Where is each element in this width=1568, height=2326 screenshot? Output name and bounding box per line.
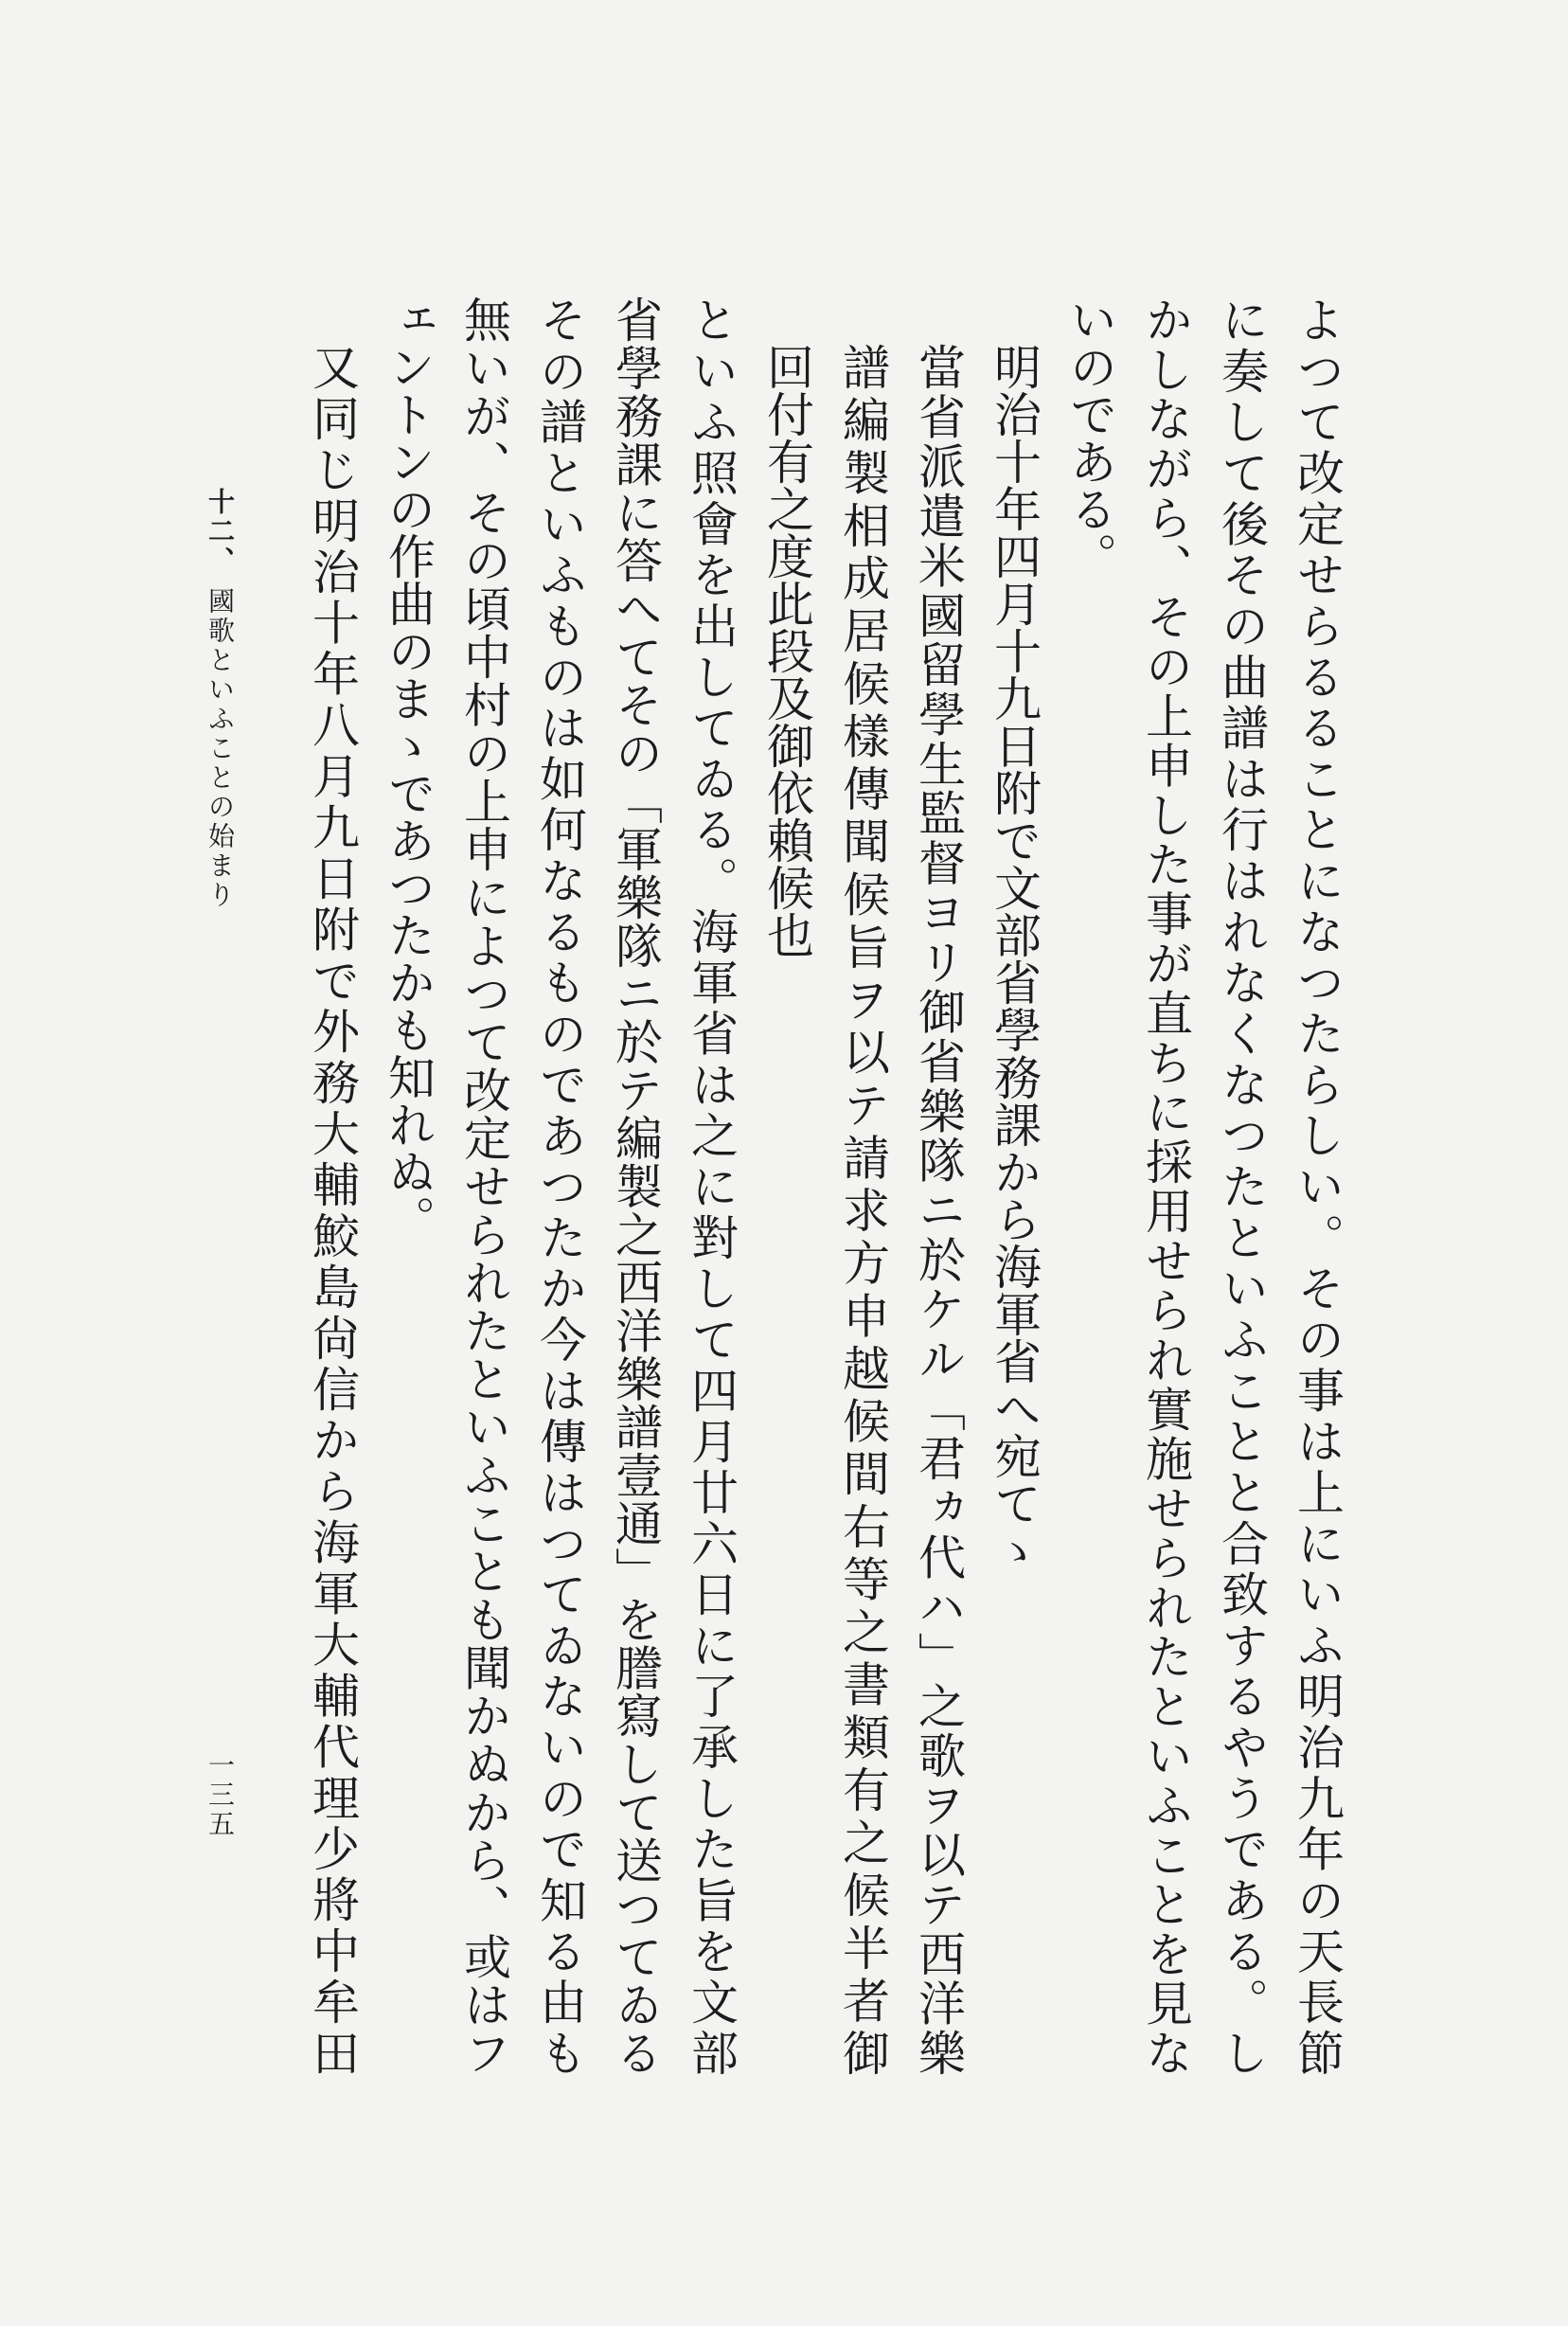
text-column: 無いが、その頃中村の上申によつて改定せられたといふことも聞かぬから、或はフ — [456, 295, 511, 2076]
text-column: に奏して後その曲譜は行はれなくなつたといふことと合致するやうである。し — [1214, 295, 1269, 2076]
section-title: 國歌といふことの始まり — [205, 587, 236, 910]
text-column: 又同じ明治十年八月九日附で外務大輔鮫島尙信から海軍大輔代理少將中牟田 — [305, 343, 360, 2076]
text-column: ェントンの作曲のまゝであつたかも知れぬ。 — [381, 295, 436, 1243]
text-column: 明治十年四月十九日附で文部省學務課から海軍省へ宛てゝ — [987, 343, 1042, 1574]
text-column: といふ照會を出してゐる。海軍省は之に對して四月廿六日に了承した旨を文部 — [684, 295, 739, 2076]
running-head — [199, 488, 241, 942]
quoted-letter-column: 譜編製相成居候樣傳聞候旨ヲ以テ請求方申越候間右等之書類有之候半者御 — [835, 343, 890, 2076]
text-column: かしながら、その上申した事が直ちに採用せられ實施せられたといふことを見な — [1138, 295, 1193, 2076]
body-text — [294, 295, 1355, 2076]
page-number: 一三五 — [205, 1751, 236, 1839]
quoted-letter-column: 回付有之度此段及御依賴候也 — [759, 343, 814, 958]
text-column: いのである。 — [1062, 295, 1117, 580]
section-number: 十二、 — [205, 488, 236, 576]
text-column: よつて改定せらるることになつたらしい。その事は上にいふ明治九年の天長節 — [1290, 295, 1345, 2076]
text-column: その譜といふものは如何なるものであつたか今は傳はつてゐないので知る由も — [532, 295, 587, 2076]
text-column: 省學務課に答へてその「軍樂隊ニ於テ編製之西洋樂譜壹通」を謄寫して送つてゐる — [608, 295, 663, 2076]
quoted-letter-column: 當省派遣米國留學生監督ヨリ御省樂隊ニ於ケル「君ヵ代ハ」之歌ヲ以テ西洋樂 — [911, 343, 966, 2076]
